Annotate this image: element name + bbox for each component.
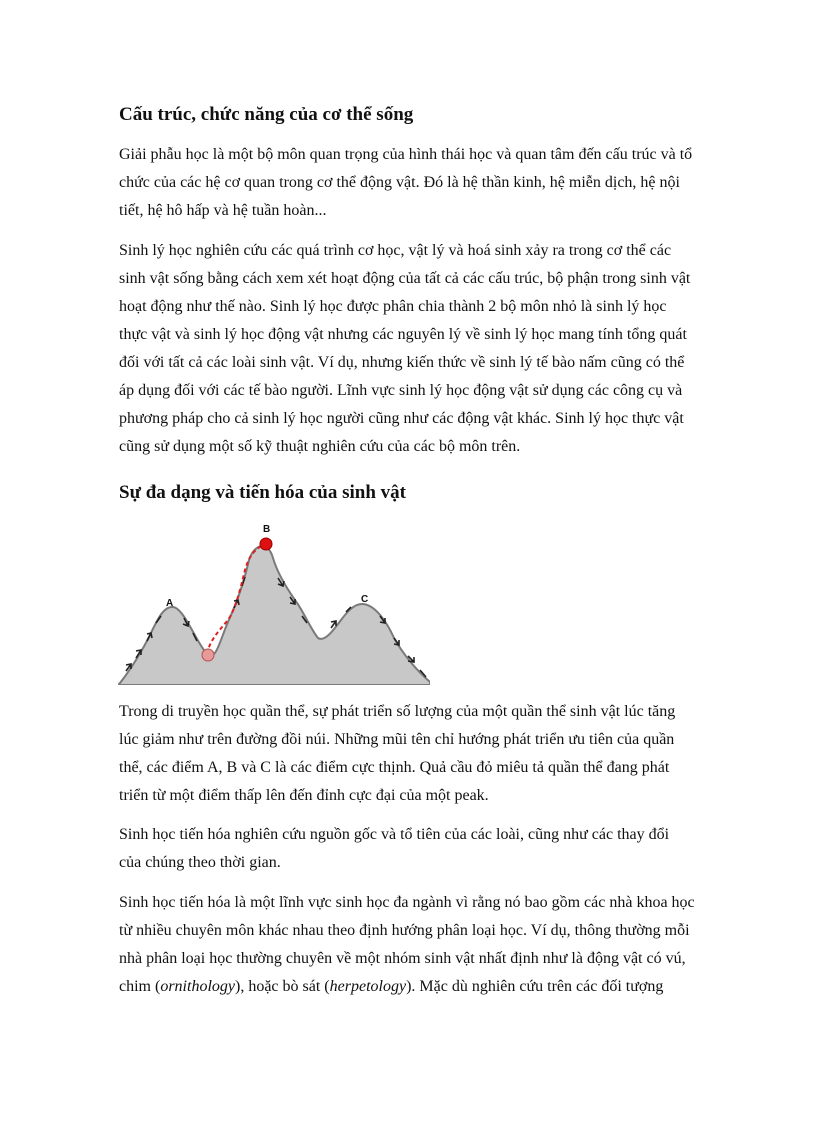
text-line: chức của các hệ cơ quan trong cơ thể động vật. Đó là hệ thần kinh, hệ miễn dịch, hệ nội [119,174,680,191]
paragraph-population-genetics [119,698,709,810]
text-line: cũng sử dụng một số kỹ thuật nghiên cứu của các bộ môn trên. [119,438,521,455]
text-line: Giải phẫu học là một bộ môn quan trọng của hình thái học và quan tâm đến cấu trúc và tổ [119,146,693,163]
text-line: đối với tất cả các loài sinh vật. Ví dụ, nhưng kiến thức về sinh lý tế bào nấm cũng có thể [119,354,685,371]
paragraph-physiology [119,237,709,461]
population-ball-peak [260,538,272,550]
section-heading-diversity-evolution: Sự đa dạng và tiến hóa của sinh vật [119,482,406,503]
italic-term-herpetology: herpetology [329,978,407,995]
text-line: tiết, hệ hô hấp và hệ tuần hoàn... [119,202,327,219]
text-run: ). Mặc dù nghiên cứu trên các đối tượng [406,978,664,995]
text-line: thể, các điểm A, B và C là các điểm cực thịnh. Quả cầu đỏ miêu tả quần thể đang phát [119,759,670,776]
population-ball-start [202,649,214,661]
text-line: triển từ một điểm thấp lên đến đỉnh cực đại của một peak. [119,787,489,804]
peak-label-c: C [361,594,369,605]
text-line: hoạt động như thế nào. Sinh lý học được phân chia thành 2 bộ môn nhỏ là sinh lý học [119,298,667,315]
text-line: sinh vật sống bằng cách xem xét hoạt động của tất cả các cấu trúc, bộ phận trong sinh vật [119,270,691,287]
text-line: Sinh lý học nghiên cứu các quá trình cơ học, vật lý và hoá sinh xảy ra trong cơ thể các [119,242,672,259]
text-line: thực vật và sinh lý học động vật nhưng các nguyên lý về sinh lý học mang tính tổng quát [119,326,687,343]
text-line: Trong di truyền học quần thể, sự phát triển số lượng của một quần thể sinh vật lúc tăng [119,703,676,720]
text-line: từ nhiều chuyên môn khác nhau theo định hướng phân loại học. Ví dụ, thông thường mỗi [119,922,690,939]
paragraph-anatomy [119,141,709,225]
text-line: Sinh học tiến hóa nghiên cứu nguồn gốc và tổ tiên của các loài, cũng như các thay đổi [119,826,670,843]
text-line: Sinh học tiến hóa là một lĩnh vực sinh học đa ngành vì rằng nó bao gồm các nhà khoa học [119,894,695,911]
text-line: nhà phân loại học thường chuyên về một nhóm sinh vật nhất định như là động vật có vú, [119,950,686,967]
text-line: áp dụng đối với các tế bào người. Lĩnh vực sinh lý học động vật sử dụng các công cụ và [119,382,683,399]
text-line: lúc giảm như trên đường đồi núi. Những mũi tên chỉ hướng phát triển ưu tiên của quần [119,731,675,748]
peak-label-b: B [263,524,271,535]
peak-label-a: A [166,598,174,609]
text-run: ), hoặc bò sát ( [235,978,330,995]
paragraph-evolution-definition [119,821,709,877]
paragraph-evolution-multidisciplinary [119,889,709,1001]
text-line: của chúng theo thời gian. [119,854,281,871]
mountain-shape [118,546,430,685]
text-run: chim ( [119,978,161,995]
italic-term-ornithology: ornithology [160,978,235,995]
fitness-landscape-figure [118,520,430,685]
text-line-with-italics [119,973,709,1001]
section-heading-structure-function: Cấu trúc, chức năng của cơ thể sống [119,104,414,125]
text-line: phương pháp cho cả sinh lý học người cũng như các động vật khác. Sinh lý học thực vật [119,410,684,427]
